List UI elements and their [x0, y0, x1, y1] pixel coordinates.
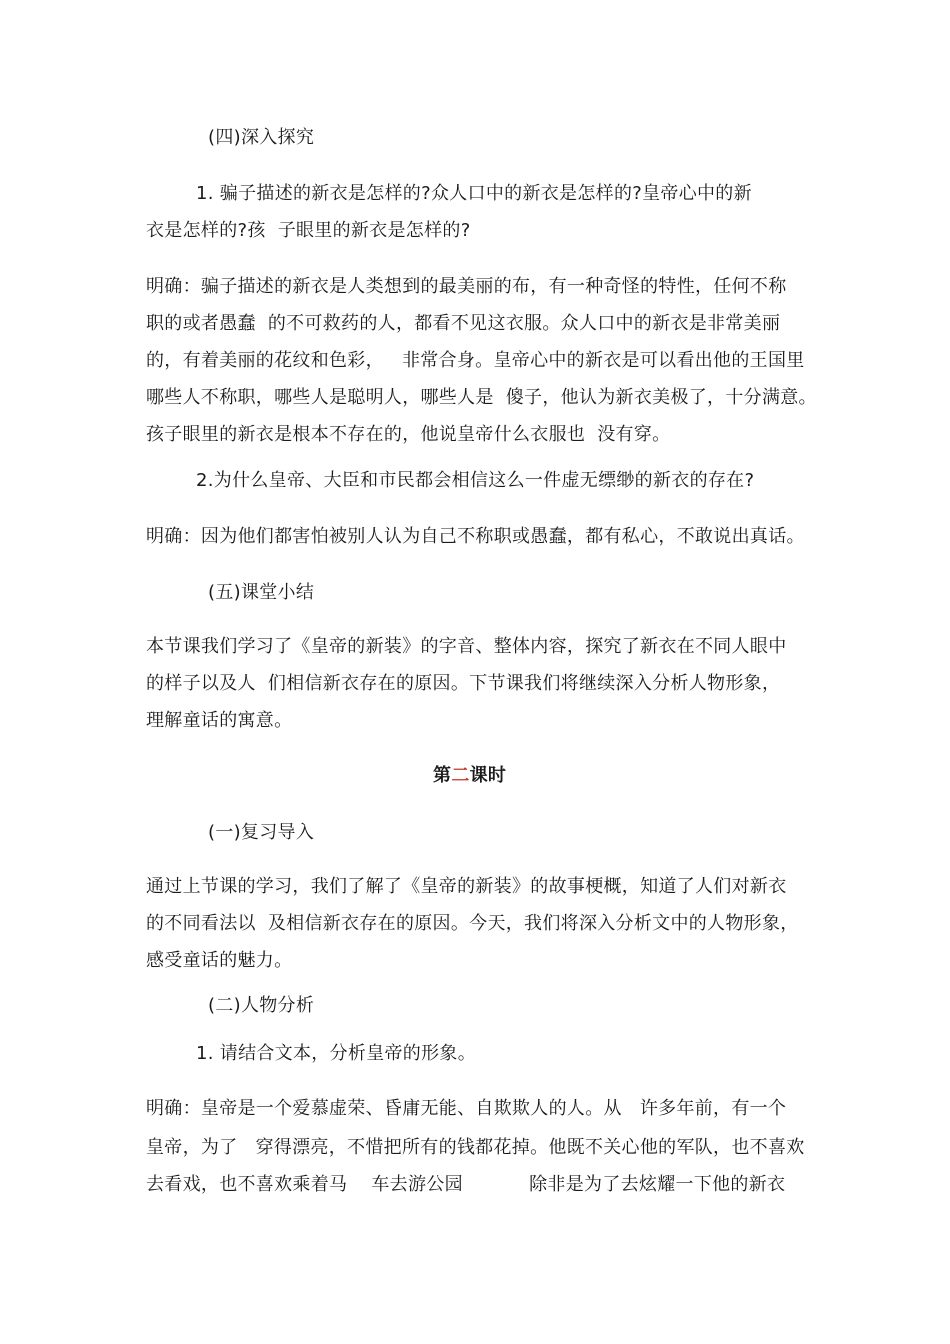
- lesson-title-suffix: 课时: [469, 765, 507, 786]
- answer-1-line-4: 哪些人不称职，哪些人是聪明人，哪些人是 傻子，他认为新衣美极了，十分满意。: [146, 387, 817, 408]
- summary-line-3: 理解童话的寓意。: [146, 710, 293, 731]
- review-line-2: 的不同看法以 及相信新衣存在的原因。今天，我们将深入分析文中的人物形象，: [146, 913, 799, 934]
- question-1-line-1: 1. 骗子描述的新衣是怎样的?众人口中的新衣是怎样的?皇帝心中的新: [196, 183, 752, 204]
- lesson-title: [433, 764, 506, 788]
- answer-1-line-3: 的，有着美丽的花纹和色彩， 非常合身。皇帝心中的新衣是可以看出他的王国里: [146, 350, 805, 371]
- summary-line-1: 本节课我们学习了《皇帝的新装》的字音、整体内容，探究了新衣在不同人眼中: [146, 636, 787, 657]
- summary-line-2: 的样子以及人 们相信新衣存在的原因。下节课我们将继续深入分析人物形象，: [146, 673, 781, 694]
- answer-1-line-1: 明确：骗子描述的新衣是人类想到的最美丽的布，有一种奇怪的特性，任何不称: [146, 276, 787, 297]
- lesson-title-prefix: 第: [433, 765, 452, 786]
- section-heading-4: (四)深入探究: [208, 127, 315, 148]
- section-heading-analysis: (二)人物分析: [208, 995, 315, 1016]
- analysis-answer-line-3: 去看戏，也不喜欢乘着马 车去游公园 除非是为了去炫耀一下他的新衣: [146, 1174, 786, 1195]
- review-line-3: 感受童话的魅力。: [146, 950, 293, 971]
- question-2: 2.为什么皇帝、大臣和市民都会相信这么一件虚无缥缈的新衣的存在?: [196, 470, 755, 491]
- analysis-answer-line-2: 皇帝，为了 穿得漂亮，不惜把所有的钱都花掉。他既不关心他的军队，也不喜欢: [146, 1137, 805, 1158]
- analysis-question-1: 1. 请结合文本，分析皇帝的形象。: [196, 1043, 476, 1064]
- section-heading-5: (五)课堂小结: [208, 582, 315, 603]
- lesson-title-number: 二: [451, 765, 470, 786]
- answer-2: 明确：因为他们都害怕被别人认为自己不称职或愚蠢，都有私心，不敢说出真话。: [146, 526, 805, 547]
- review-line-1: 通过上节课的学习，我们了解了《皇帝的新装》的故事梗概，知道了人们对新衣: [146, 876, 787, 897]
- question-1-line-2: 衣是怎样的?孩 子眼里的新衣是怎样的?: [146, 220, 471, 241]
- answer-1-line-5: 孩子眼里的新衣是根本不存在的，他说皇帝什么衣服也 没有穿。: [146, 424, 671, 445]
- section-heading-review: (一)复习导入: [208, 822, 315, 843]
- answer-1-line-2: 职的或者愚蠢 的不可救药的人，都看不见这衣服。众人口中的新衣是非常美丽: [146, 313, 781, 334]
- analysis-answer-line-1: 明确：皇帝是一个爱慕虚荣、昏庸无能、自欺欺人的人。从 许多年前，有一个: [146, 1098, 787, 1119]
